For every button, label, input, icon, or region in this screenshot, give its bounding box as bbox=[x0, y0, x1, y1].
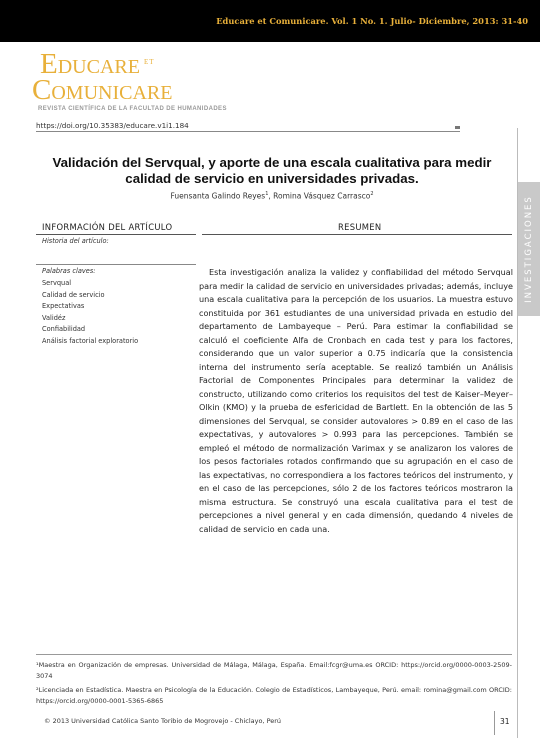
article-title: Validación del Servqual, y aporte de una escala cualitativa para medir calidad de servicio en universidades privadas. bbox=[52, 155, 492, 186]
keyword-item: Calidad de servicio bbox=[42, 290, 105, 299]
keyword-item: Servqual bbox=[42, 279, 72, 287]
article-info-heading: INFORMACIÓN DEL ARTÍCULO bbox=[42, 222, 173, 232]
logo-line-2 bbox=[32, 76, 172, 105]
header-divider bbox=[36, 131, 460, 132]
keyword-item: Análisis factorial exploratorio bbox=[42, 336, 139, 345]
logo-word-educare: Educare bbox=[40, 48, 140, 80]
article-authors bbox=[40, 191, 504, 201]
journal-header-text: Educare et Comunicare. Vol. 1 No. 1. Julio- Diciembre, 2013: 31-40 bbox=[216, 16, 528, 26]
footnote-2: ²Licenciada en Estadística. Maestra en Psicología de la Educación. Colegio de Estadísticos, Lambayeque, Perú. email: romina@gmail.com ORCID: https://orcid.org/0000-0001-5365-6865 bbox=[36, 686, 512, 705]
author-1: Fuensanta Galindo Reyes bbox=[170, 191, 266, 201]
logo-word-comunicare: Comunicare bbox=[32, 74, 173, 106]
page-number-divider bbox=[494, 711, 495, 735]
keyword-item: Validéz bbox=[42, 313, 66, 322]
keyword-item: Expectativas bbox=[42, 302, 85, 311]
copyright-notice: © 2013 Universidad Católica Santo Toribio de Mogrovejo - Chiclayo, Perú bbox=[44, 717, 282, 725]
keywords-label: Palabras claves: bbox=[42, 267, 96, 275]
section-sidebar-label: INVESTIGACIONES bbox=[524, 195, 534, 303]
logo-subtitle: REVISTA CIENTÍFICA DE LA FACULTAD DE HUMANIDADES bbox=[38, 106, 227, 112]
info-heading-rule bbox=[36, 234, 196, 235]
keyword-item: Confiabilidad bbox=[42, 325, 86, 334]
page-number: 31 bbox=[500, 717, 510, 726]
author-2: Romina Vásquez Carrasco bbox=[273, 191, 371, 201]
author-1-affiliation: 1 bbox=[265, 191, 269, 197]
author-separator: , bbox=[268, 191, 274, 201]
history-label: Historia del artículo: bbox=[42, 237, 109, 245]
footnote-divider bbox=[36, 654, 512, 655]
journal-header-bar bbox=[0, 0, 540, 42]
abstract-heading: RESUMEN bbox=[338, 222, 382, 232]
abstract-heading-rule bbox=[202, 234, 512, 235]
doi-link[interactable]: https://doi.org/10.35383/educare.v1i1.184 bbox=[36, 121, 189, 130]
keywords-list bbox=[42, 278, 138, 348]
footnote-1: ¹Maestra en Organización de empresas. Universidad de Málaga, Málaga, España. Email:fcgr@uma.es ORCID: https://orcid.org/0000-0003-2509-3074 bbox=[36, 661, 512, 680]
abstract-text: Esta investigación analiza la validez y confiabilidad del método Servqual para medir la calidad de servicio en universidades privadas; además, incluye una escala cualitativa para la percepción de los usuarios. La muestra estuvo constituida por 361 estudiantes de una universidad privada en estudio del departamento de Lambayeque – Perú. Para estimar la confiabilidad se calculó el coeficiente Alfa de Cronbach en cada test y para los factores, considerando que un valor superior a 0.75 indicaría que la consistencia interna del instrumento sería aceptable. Se realizó también un Análisis Factorial de Componentes Principales para determinar la validez de constructo, utilizando como criterios los requisitos del test de Kaiser–Meyer–Olkin (KMO) y la prueba de esfericidad de Bartlett. En la obtención de las 5 dimensiones del Servqual, se consider autovalores > 0.89 en el caso de las expectativas, y autovalores > 0.993 para las percepciones. También se empleó el método de normalización Varimax y se analizaron los valores de los pesos factoriales rotados confirmando que su agrupación en el caso de las expectativas, no correspondiera a los factores teóricos del instrumento, y en el caso de las percepciones, sólo 2 de los factores teóricos mostraron la misma estructura. Se construyó una escala cualitativa para el test de percepciones a nivel general y en cada dimensión, quedando 4 niveles de calidad de servicio en cada una. bbox=[199, 267, 513, 534]
author-2-affiliation: 2 bbox=[370, 191, 374, 197]
keywords-divider bbox=[36, 264, 196, 265]
section-sidebar-tab bbox=[518, 182, 540, 316]
logo-word-et: et bbox=[143, 56, 155, 67]
divider-mark bbox=[455, 126, 460, 129]
